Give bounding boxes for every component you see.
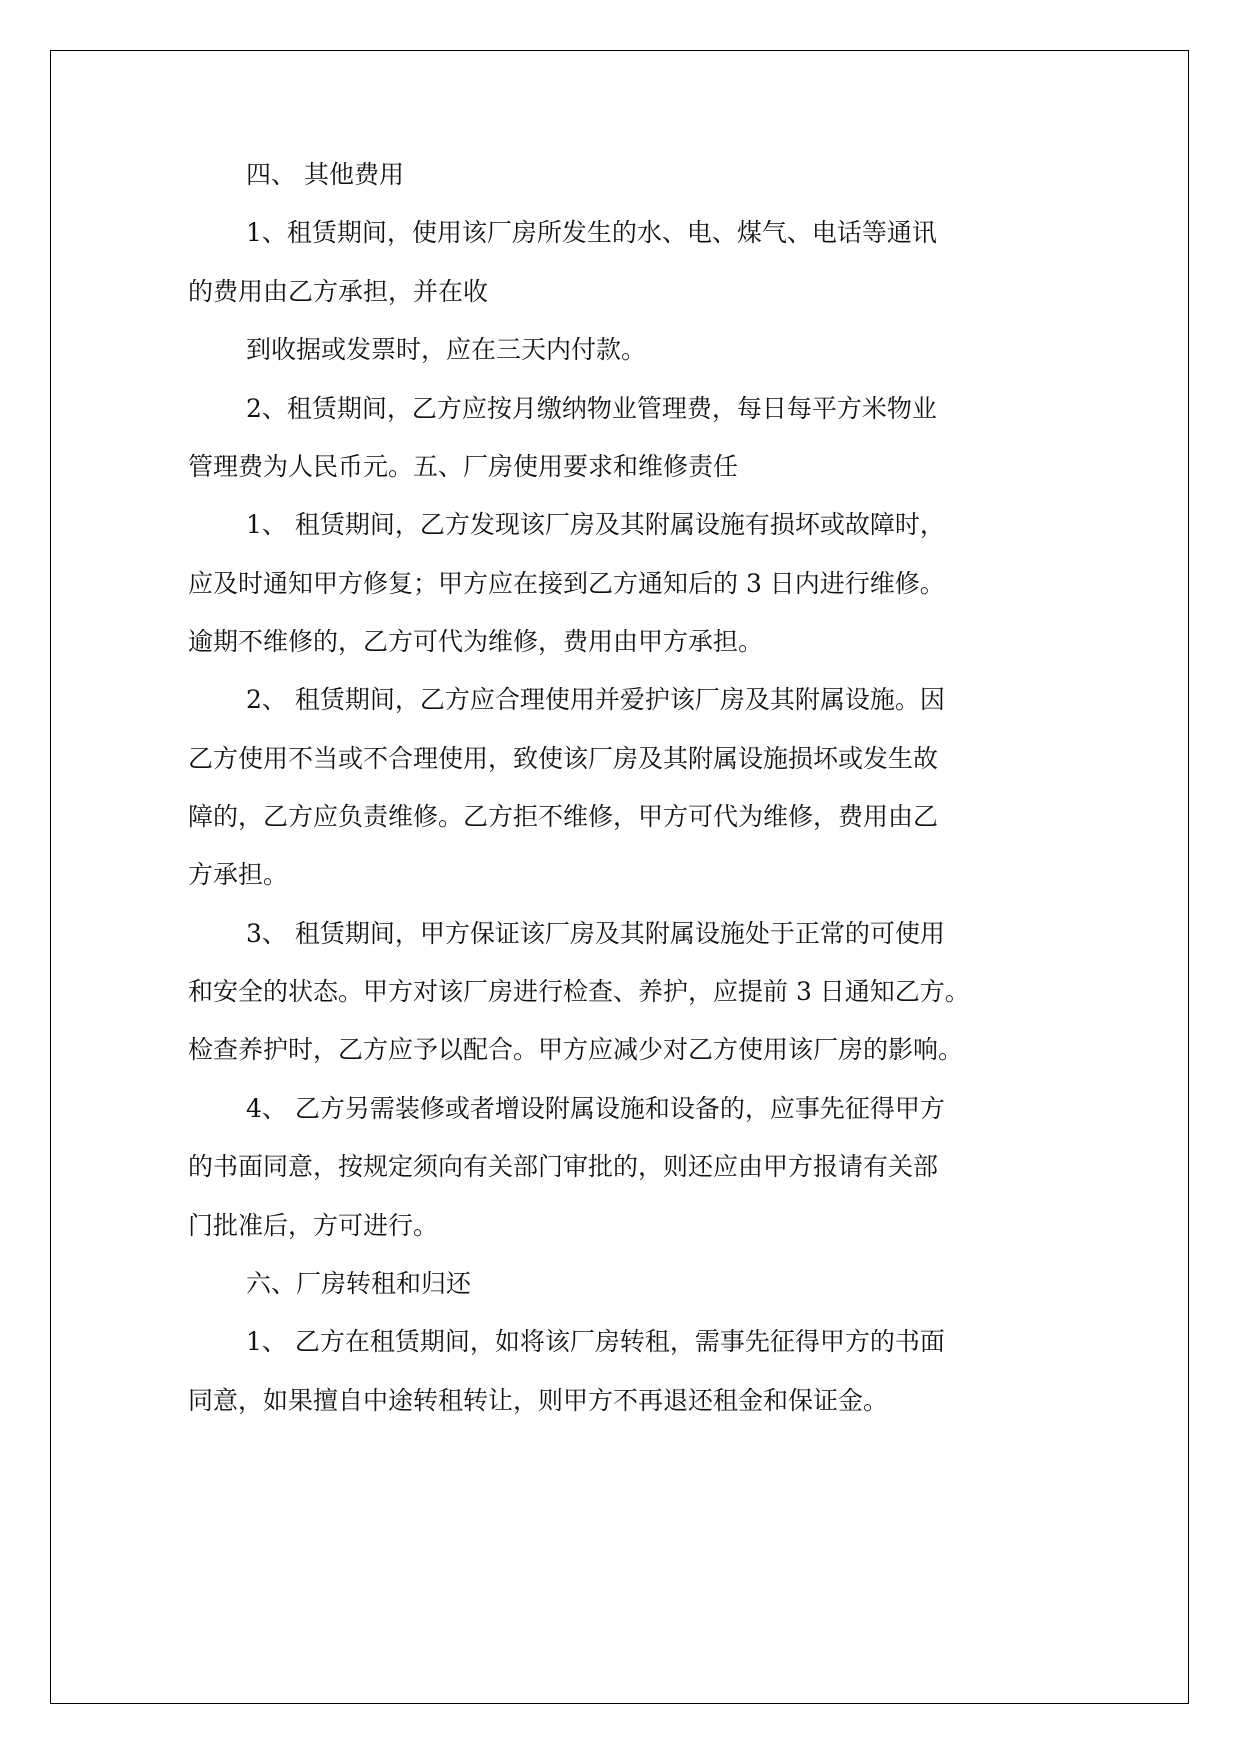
paragraph-line: 1、租赁期间，使用该厂房所发生的水、电、煤气、电话等通讯	[246, 218, 937, 247]
paragraph-line: 方承担。	[188, 860, 289, 889]
section-heading-other-fees: 四、 其他费用	[246, 160, 404, 189]
paragraph-line: 的费用由乙方承担，并在收	[188, 277, 489, 306]
paragraph-line: 管理费为人民币元。五、厂房使用要求和维修责任	[188, 452, 739, 481]
paragraph-line: 4、 乙方另需装修或者增设附属设施和设备的，应事先征得甲方	[246, 1094, 945, 1123]
paragraph-line: 检查养护时，乙方应予以配合。甲方应减少对乙方使用该厂房的影响。	[188, 1035, 964, 1064]
paragraph-line: 2、 租赁期间，乙方应合理使用并爱护该厂房及其附属设施。因	[246, 685, 945, 714]
paragraph-line: 逾期不维修的，乙方可代为维修，费用由甲方承担。	[188, 627, 764, 656]
paragraph-line: 应及时通知甲方修复；甲方应在接到乙方通知后的 3 日内进行维修。	[188, 569, 945, 598]
paragraph-line: 门批准后，方可进行。	[188, 1211, 439, 1240]
paragraph-line: 乙方使用不当或不合理使用，致使该厂房及其附属设施损坏或发生故	[188, 744, 939, 773]
paragraph-line: 的书面同意，按规定须向有关部门审批的，则还应由甲方报请有关部	[188, 1152, 939, 1181]
paragraph-line: 障的，乙方应负责维修。乙方拒不维修，甲方可代为维修，费用由乙	[188, 802, 939, 831]
paragraph-line: 3、 租赁期间，甲方保证该厂房及其附属设施处于正常的可使用	[246, 919, 945, 948]
paragraph-line: 1、 乙方在租赁期间，如将该厂房转租，需事先征得甲方的书面	[246, 1327, 945, 1356]
paragraph-line: 2、租赁期间，乙方应按月缴纳物业管理费，每日每平方米物业	[246, 394, 937, 423]
section-heading-sublease-return: 六、厂房转租和归还	[246, 1269, 472, 1298]
paragraph-line: 和安全的状态。甲方对该厂房进行检查、养护，应提前 3 日通知乙方。	[188, 977, 970, 1006]
paragraph-line: 到收据或发票时，应在三天内付款。	[246, 335, 647, 364]
paragraph-line: 1、 租赁期间，乙方发现该厂房及其附属设施有损坏或故障时，	[246, 510, 945, 539]
paragraph-line: 同意，如果擅自中途转租转让，则甲方不再退还租金和保证金。	[188, 1386, 889, 1415]
